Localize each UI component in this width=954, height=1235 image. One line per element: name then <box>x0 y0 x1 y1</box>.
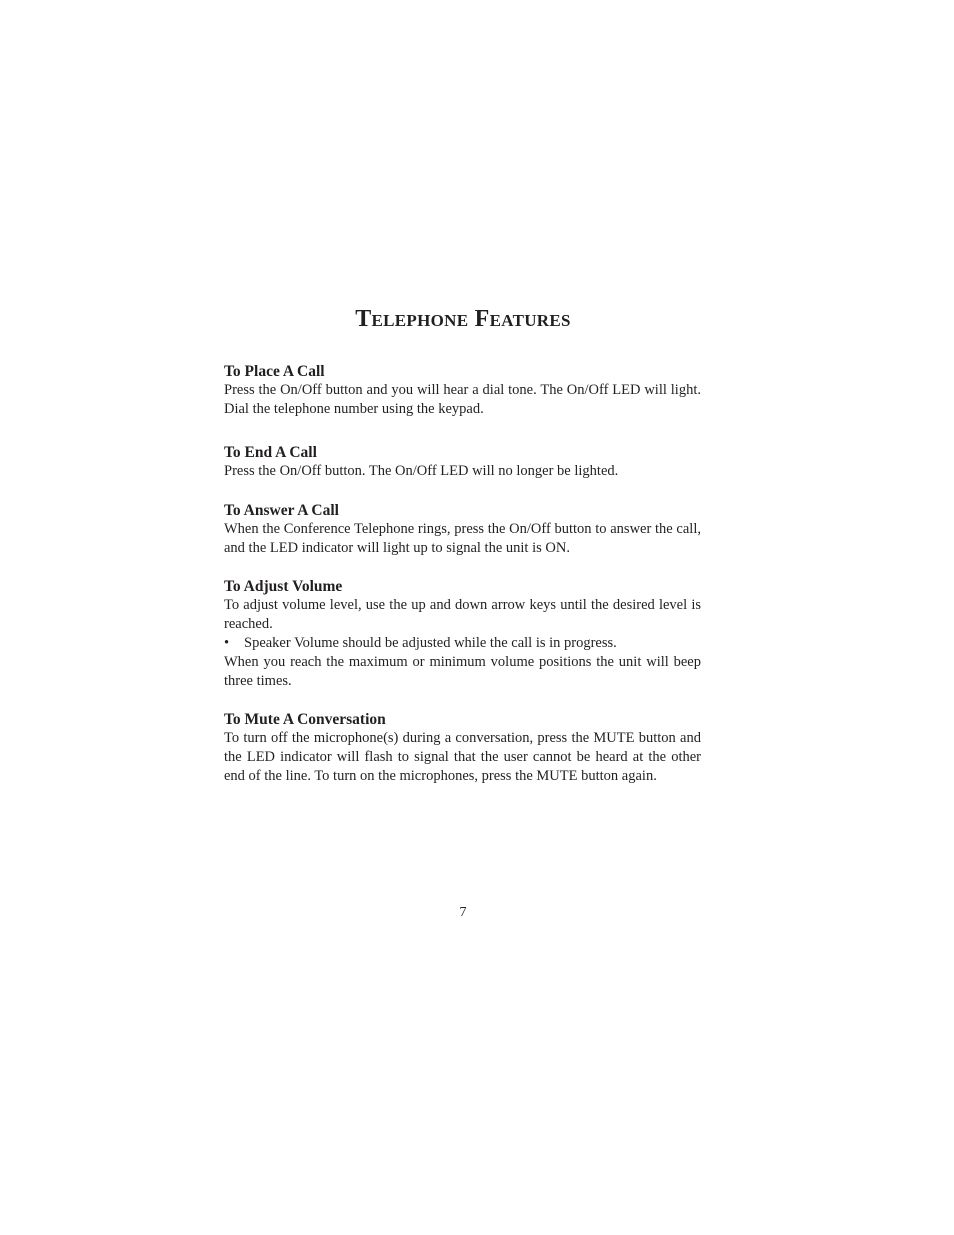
section-heading: To End A Call <box>224 444 317 461</box>
section-mute-conversation <box>224 710 701 786</box>
section-paragraph: When the Conference Telephone rings, press the On/Off button to answer the call, and the LED indicator will light up to signal the unit is ON. <box>224 521 701 556</box>
section-paragraph: To adjust volume level, use the up and down arrow keys until the desired level is reached. <box>224 597 701 632</box>
section-paragraph: Press the On/Off button and you will hear a dial tone. The On/Off LED will light. Dial the telephone number using the keypad. <box>224 382 701 417</box>
bullet-text: Speaker Volume should be adjusted while the call is in progress. <box>244 635 617 651</box>
section-answer-call <box>224 501 701 558</box>
section-heading: To Mute A Conversation <box>224 711 386 728</box>
page-title: Telephone Features <box>355 306 571 332</box>
section-paragraph: To turn off the microphone(s) during a conversation, press the MUTE button and the LED indicator will flash to signal that the user cannot be heard at the other end of the line. To turn on the microphones, press the MUTE button again. <box>224 730 701 784</box>
section-paragraph: When you reach the maximum or minimum volume positions the unit will beep three times. <box>224 654 701 689</box>
section-heading: To Adjust Volume <box>224 578 343 595</box>
section-heading: To Answer A Call <box>224 502 339 519</box>
bullet-mark: • <box>224 635 230 651</box>
bullet-item <box>224 634 701 653</box>
section-end-call <box>224 443 701 481</box>
section-paragraph: Press the On/Off button. The On/Off LED will no longer be lighted. <box>224 463 619 479</box>
section-place-call <box>224 362 701 419</box>
section-heading: To Place A Call <box>224 363 325 380</box>
section-adjust-volume <box>224 577 701 691</box>
page-number: 7 <box>459 905 467 920</box>
